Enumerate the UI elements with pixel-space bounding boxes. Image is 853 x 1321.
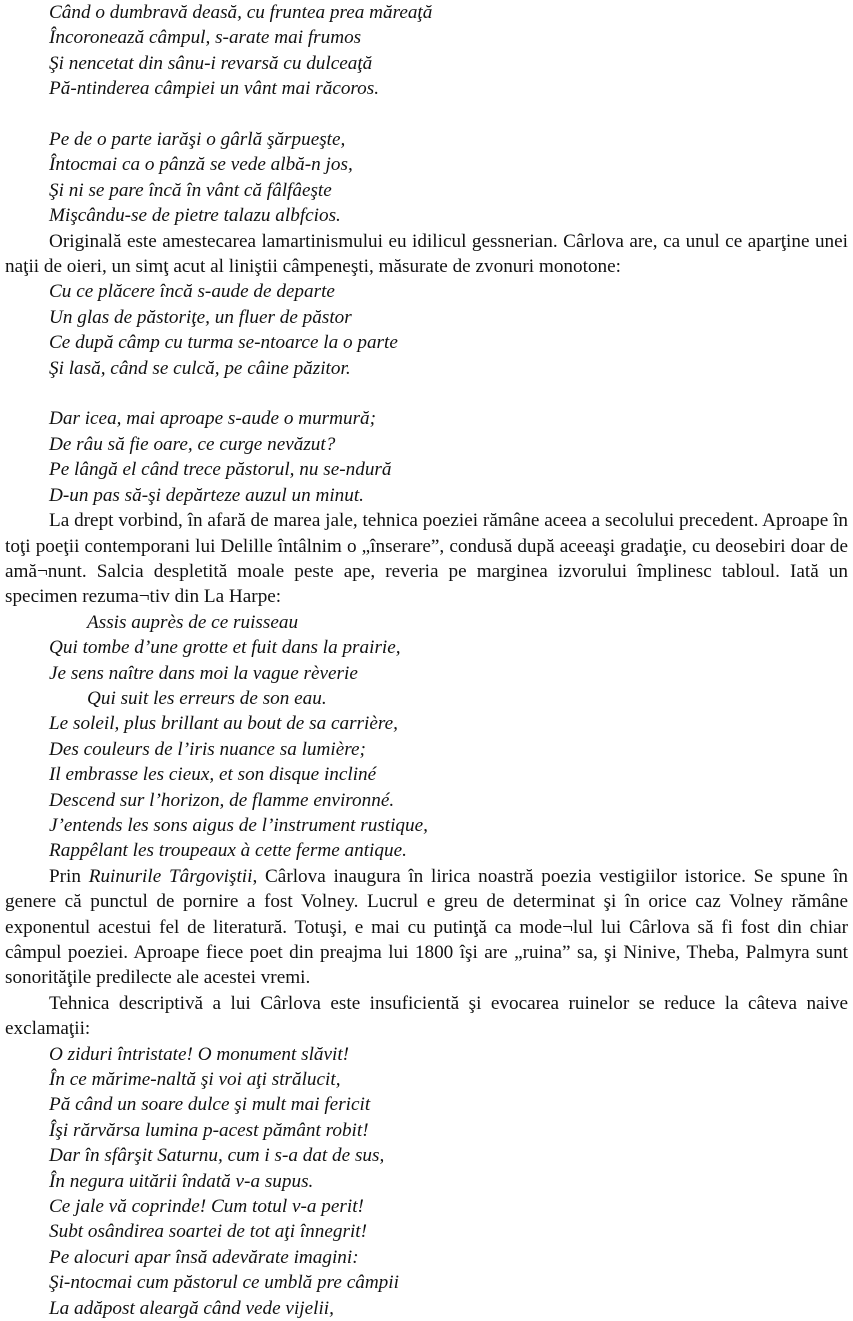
verse-line: Qui suit les erreurs de son eau. (87, 687, 327, 709)
verse-line: Întocmai ca o pânză se vede albă-n jos, (49, 154, 353, 176)
verse-line: Ce jale vă coprinde! Cum totul v-a perit! (49, 1196, 364, 1218)
prose-paragraph (5, 229, 848, 280)
verse-line: J’entends les sons aigus de l’instrument rustique, (49, 814, 428, 836)
verse-line: O ziduri întristate! O monument slăvit! (49, 1043, 350, 1065)
verse-line: Dar icea, mai aproape s-aude o murmură; (49, 408, 377, 430)
paragraph-text: , Cârlova inaugura în lirica noastră poezia vestigiilor istorice. Se spune în genere că punctul de pornire a fost Volney. Lucrul e greu de determinat şi în orice caz Volney rămâne exponentul acestui fel de literatură. Totuşi, e mai cu putinţă ca mode¬lul lui Cârlova să fi fost din chiar câmpul poeziei. Aproape fiece poet din preajma lui 1800 îşi are „ruina” sa, şi Ninive, Theba, Palmyra sunt sonorităţile predilecte ale acestei vremi. (5, 865, 848, 989)
verse-line: Dar în sfârşit Saturnu, cum i s-a dat de sus, (49, 1145, 385, 1167)
verse-line: Je sens naître dans moi la vague rèverie (49, 662, 358, 684)
verse-line: Ce după câmp cu turma se-ntoarce la o parte (49, 332, 398, 354)
verse-line: Cu ce plăcere încă s-aude de departe (49, 281, 335, 303)
verse-line: Mişcându-se de pietre talazu albfcios. (49, 205, 341, 227)
verse-line: Assis auprès de ce ruisseau (87, 611, 299, 633)
verse-line: Qui tombe d’une grotte et fuit dans la prairie, (49, 637, 401, 659)
verse-line: În ce mărime-naltă şi voi aţi strălucit, (49, 1069, 341, 1091)
verse-line: Şi-ntocmai cum păstorul ce umblă pre câmpii (49, 1272, 399, 1294)
verse-stanza (5, 406, 848, 508)
work-title: Ruinurile Târgoviştii (88, 865, 253, 887)
verse-line: Rappêlant les troupeaux à cette ferme antique. (49, 840, 407, 862)
prose-paragraph (5, 864, 848, 991)
verse-line: Un glas de păstoriţe, un fluer de păstor (49, 306, 352, 328)
verse-line: În negura uitării îndată v-a supus. (49, 1170, 314, 1192)
verse-line: De râu să fie oare, ce curge nevăzut? (49, 433, 336, 455)
paragraph-text: Prin (49, 865, 89, 887)
verse-line: Pe lângă el când trece păstorul, nu se-ndură (49, 459, 392, 481)
verse-stanza (5, 127, 848, 229)
stanza-gap (5, 102, 848, 127)
verse-line: La adăpost aleargă când vede vijelii, (49, 1297, 334, 1319)
prose-paragraph (5, 508, 848, 610)
verse-stanza (5, 1042, 848, 1321)
verse-line: Le soleil, plus brillant au bout de sa carrière, (49, 713, 398, 735)
verse-line: Pe de o parte iarăşi o gârlă şărpueşte, (49, 129, 346, 151)
verse-line: Descend sur l’horizon, de flamme environné. (49, 789, 395, 811)
verse-line: Şi nencetat din sânu-i revarsă cu dulceaţă (49, 52, 373, 74)
verse-stanza (5, 0, 848, 102)
verse-line: Il embrasse les cieux, et son disque incliné (49, 764, 377, 786)
verse-line: D-un pas să-şi depărteze auzul un minut. (49, 484, 364, 506)
page-text (5, 0, 848, 1321)
stanza-gap (5, 381, 848, 406)
paragraph-text: Tehnica descriptivă a lui Cârlova este insuficientă şi evocarea ruinelor se reduce la câteva naive exclamaţii: (5, 992, 848, 1040)
verse-line: Pe alocuri apar însă adevărate imagini: (49, 1246, 359, 1268)
verse-line: Subt osândirea soartei de tot aţi înnegrit! (49, 1221, 367, 1243)
verse-line: Pă-ntinderea câmpiei un vânt mai răcoros. (49, 78, 380, 100)
verse-stanza (5, 610, 848, 864)
verse-line: Încoronează câmpul, s-arate mai frumos (49, 27, 362, 49)
verse-line: Când o dumbravă deasă, cu fruntea prea măreaţă (49, 2, 433, 23)
paragraph-text: La drept vorbind, în afară de marea jale, tehnica poeziei rămâne aceea a secolului precedent. Aproape în toţi poeţii contemporani lui Delille întâlnim o „înserare”, condusă după aceeaşi gradaţie, cu deosebiri doar de amă¬nunt. Salcia despletită moale peste ape, reveria pe marginea izvorului împlinesc tabloul. Iată un specimen rezuma¬tiv din La Harpe: (5, 510, 848, 608)
verse-line: Des couleurs de l’iris nuance sa lumière; (49, 738, 366, 760)
verse-line: Şi ni se pare încă în vânt că fâlfâeşte (49, 179, 332, 201)
verse-stanza (5, 279, 848, 381)
prose-paragraph (5, 991, 848, 1042)
verse-line: Pă când un soare dulce şi mult mai fericit (49, 1094, 371, 1116)
paragraph-text: Originală este amestecarea lamartinismului eu idilicul gessnerian. Cârlova are, ca unul ce aparţine unei naţii de oieri, un simţ acut al liniştii câmpeneşti, măsurate de zvonuri monotone: (5, 230, 848, 278)
verse-line: Şi lasă, când se culcă, pe câine păzitor. (49, 357, 351, 379)
verse-line: Îşi rărvărsa lumina p-acest pământ robit! (49, 1119, 369, 1141)
